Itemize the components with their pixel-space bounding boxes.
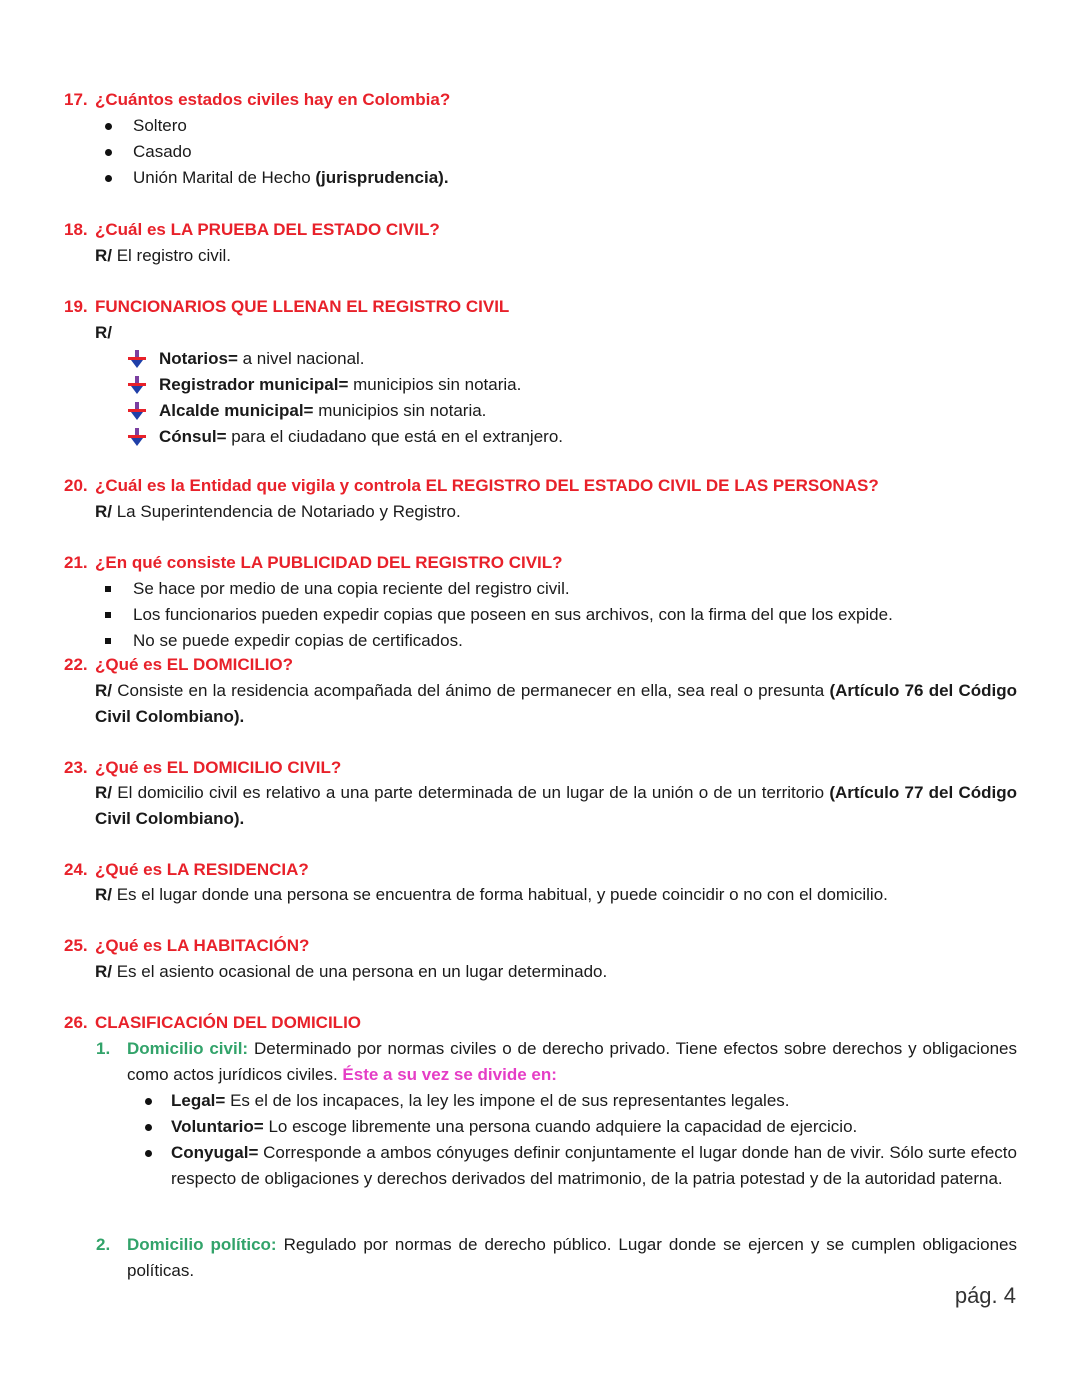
- bullet-icon: [105, 123, 112, 130]
- civil-status-list: [100, 113, 1000, 191]
- publicity-list: [100, 576, 1000, 654]
- question-title: ¿Cuántos estados civiles hay en Colombia?: [95, 90, 451, 109]
- arrow-down-icon: [127, 401, 147, 421]
- list-item: Los funcionarios pueden expedir copias que poseen en sus archivos, con la firma del que los expide.: [100, 602, 1000, 628]
- page-number: pág. 4: [954, 1283, 1016, 1308]
- answer-20: R/ La Superintendencia de Notariado y Registro.: [95, 502, 461, 521]
- answer-24: R/ Es el lugar donde una persona se encuentra de forma habitual, y puede coincidir o no con el domicilio.: [95, 885, 888, 904]
- answer-23: R/ El domicilio civil es relativo a una parte determinada de un lugar de la unión o de un territorio (Artículo 77 del Código Civil Colombiano).: [95, 783, 1017, 828]
- bullet-icon: [145, 1124, 152, 1131]
- list-item: Cónsul= para el ciudadano que está en el extranjero.: [127, 424, 1007, 450]
- domicilio-civil-types: [140, 1088, 1017, 1218]
- answer-25: R/ Es el asiento ocasional de una persona en un lugar determinado.: [95, 962, 608, 981]
- answer-22: R/ Consiste en la residencia acompañada del ánimo de permanecer en ella, sea real o presunta (Artículo 76 del Código Civil Colombiano).: [95, 681, 1018, 726]
- square-bullet-icon: [105, 612, 111, 618]
- arrow-down-icon: [127, 427, 147, 447]
- list-item: Notarios= a nivel nacional.: [127, 346, 1007, 372]
- list-item: Se hace por medio de una copia reciente del registro civil.: [100, 576, 1000, 602]
- arrow-down-icon: [127, 349, 147, 369]
- question-number: 17.: [64, 90, 88, 109]
- bullet-icon: [145, 1150, 152, 1157]
- list-item: Casado: [100, 139, 1000, 165]
- square-bullet-icon: [105, 638, 111, 644]
- question-20: 20. ¿Cuál es la Entidad que vigila y controla EL REGISTRO DEL ESTADO CIVIL DE LAS PERSONAS?: [64, 476, 879, 495]
- question-24: 24. ¿Qué es LA RESIDENCIA?: [64, 860, 309, 879]
- list-item: Alcalde municipal= municipios sin notaria.: [127, 398, 1007, 424]
- question-26: 26. CLASIFICACIÓN DEL DOMICILIO: [64, 1013, 362, 1032]
- list-item: No se puede expedir copias de certificados.: [100, 628, 1000, 654]
- domicilio-politico-text: Domicilio político: Regulado por normas de derecho público. Lugar donde se ejercen y se cumplen obligaciones políticas.: [127, 1235, 1017, 1280]
- bullet-icon: [105, 175, 112, 182]
- question-19: 19. FUNCIONARIOS QUE LLENAN EL REGISTRO CIVIL: [64, 297, 510, 316]
- list-item: Soltero: [100, 113, 1000, 139]
- officials-list: [127, 346, 1007, 450]
- question-22: 22. ¿Qué es EL DOMICILIO?: [64, 655, 294, 674]
- list-item: Conyugal= Corresponde a ambos cónyuges definir conjuntamente el lugar donde han de vivir. Sólo surte efecto respecto de obligaciones y derechos derivados del matrimonio, de la patria potestad y de la autoridad paterna.: [140, 1140, 1017, 1218]
- list-item: Legal= Es el de los incapaces, la ley les impone el de sus representantes legales.: [140, 1088, 1017, 1114]
- bullet-icon: [105, 149, 112, 156]
- subsection-number: 1.: [96, 1039, 111, 1058]
- question-21: 21. ¿En qué consiste LA PUBLICIDAD DEL REGISTRO CIVIL?: [64, 553, 563, 572]
- list-item: Voluntario= Lo escoge libremente una persona cuando adquiere la capacidad de ejercicio.: [140, 1114, 1017, 1140]
- arrow-down-icon: [127, 375, 147, 395]
- subsection-number: 2.: [96, 1235, 111, 1254]
- list-item: Unión Marital de Hecho (jurisprudencia).: [100, 165, 1000, 191]
- list-item: Registrador municipal= municipios sin notaria.: [127, 372, 1007, 398]
- question-25: 25. ¿Qué es LA HABITACIÓN?: [64, 936, 310, 955]
- answer-18: R/ El registro civil.: [95, 246, 232, 265]
- bullet-icon: [145, 1098, 152, 1105]
- question-23: 23. ¿Qué es EL DOMICILIO CIVIL?: [64, 758, 342, 777]
- question-18: 18. ¿Cuál es LA PRUEBA DEL ESTADO CIVIL?: [64, 220, 440, 239]
- square-bullet-icon: [105, 586, 111, 592]
- answer-19-label: R/: [95, 323, 112, 342]
- domicilio-civil-text: Domicilio civil: Determinado por normas civiles o de derecho privado. Tiene efectos sobre derechos y obligaciones como actos jurídicos civiles. Éste a su vez se divide en:: [127, 1039, 1017, 1084]
- question-17: [64, 89, 1018, 111]
